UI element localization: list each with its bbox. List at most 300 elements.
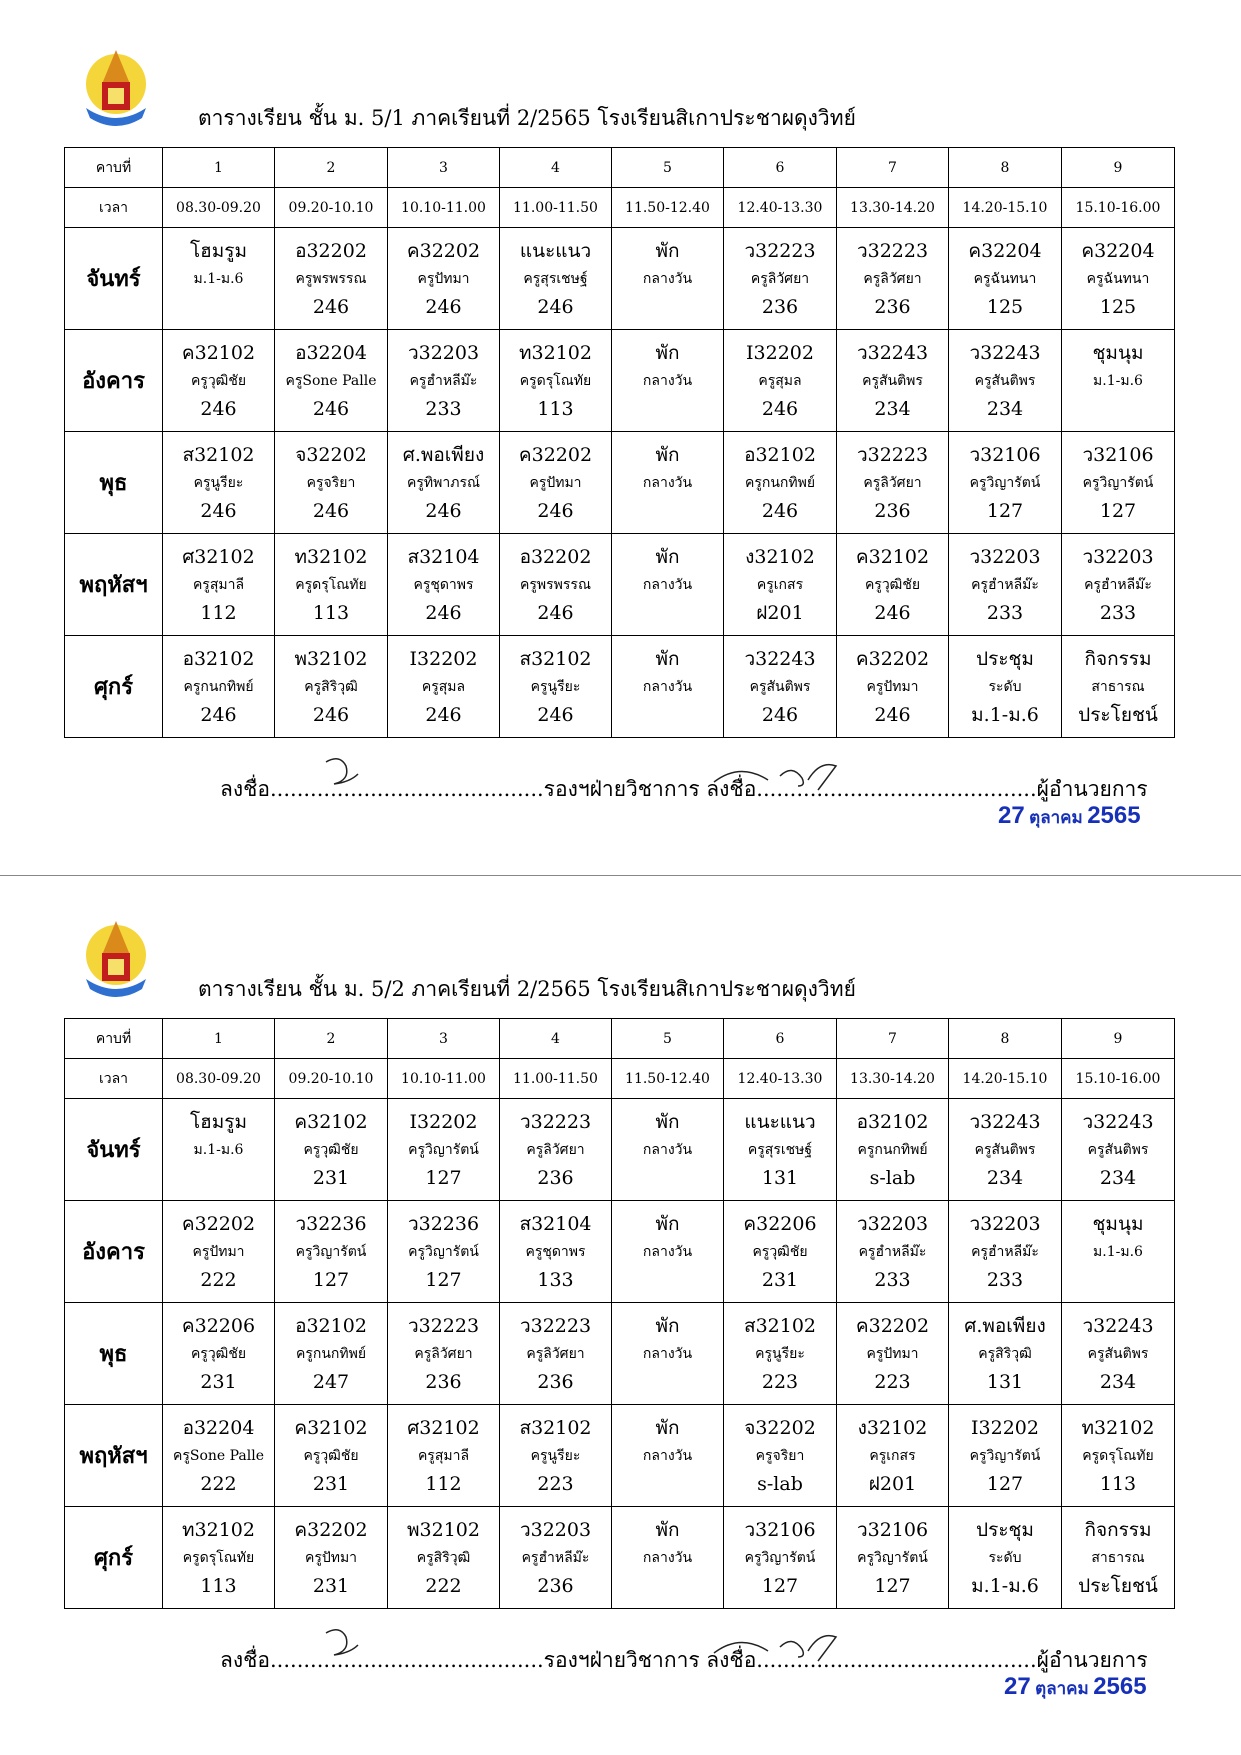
teacher-name: ครูวิญารัตน์ <box>295 1243 367 1260</box>
room-number: ประโยชน์ <box>1078 703 1158 726</box>
teacher-name: ครูทิพาภรณ์ <box>407 474 480 491</box>
teacher-name: ครูสันติพร <box>862 372 923 389</box>
subject-code: แนะแนว <box>744 1110 816 1133</box>
time-slot: 11.00-11.50 <box>500 1059 612 1099</box>
subject-code: ว32243 <box>969 1110 1041 1133</box>
time-slot: 09.20-10.10 <box>275 1059 388 1099</box>
room-number: 246 <box>537 703 574 726</box>
subject-code: พัก <box>655 1518 680 1541</box>
room-number: 246 <box>200 703 237 726</box>
teacher-name: ครูเกสร <box>756 576 804 593</box>
time-slot: 13.30-14.20 <box>837 1059 949 1099</box>
time-header-row <box>65 1059 1175 1099</box>
subject-code: จ32202 <box>744 1416 816 1439</box>
room-number: 234 <box>1099 1370 1137 1393</box>
teacher-name: ครูฮำหลีม๊ะ <box>858 1243 927 1260</box>
teacher-name: ม.1-ม.6 <box>1093 372 1143 389</box>
school-logo-icon <box>80 44 152 128</box>
subject-code: พัก <box>655 341 680 364</box>
teacher-name: กลางวัน <box>642 1243 693 1260</box>
period-number: 4 <box>500 148 612 188</box>
time-slot: 10.10-11.00 <box>388 188 500 228</box>
room-number: 127 <box>874 1574 911 1597</box>
date-year: 2565 <box>1093 1673 1147 1700</box>
teacher-name: ครูวุฒิชัย <box>190 372 247 389</box>
room-number: 246 <box>312 499 350 522</box>
subject-code: ว32223 <box>407 1314 480 1337</box>
teacher-name: ครูวิญารัตน์ <box>1082 474 1154 491</box>
class-cell <box>612 1303 724 1405</box>
class-cell <box>612 432 724 534</box>
teacher-name: ครูวิญารัตน์ <box>744 1549 816 1566</box>
room-number: 236 <box>761 295 799 318</box>
class-cell <box>275 432 388 534</box>
class-cell <box>949 1201 1062 1303</box>
teacher-name: ครูปัทมา <box>417 270 470 287</box>
room-number: 246 <box>537 601 574 624</box>
room-number: 113 <box>537 397 574 420</box>
class-cell <box>1062 432 1175 534</box>
subject-code: ค32202 <box>518 443 593 466</box>
room-number <box>612 1470 723 1498</box>
room-number: 127 <box>761 1574 799 1597</box>
subject-code: ค32102 <box>294 1110 368 1133</box>
timetable-body <box>65 1099 1175 1609</box>
class-cell <box>949 432 1062 534</box>
teacher-name: ครูฮำหลีม๊ะ <box>521 1549 590 1566</box>
subject-code: ศ.พอเพียง <box>402 443 485 466</box>
class-cell <box>612 228 724 330</box>
class-cell <box>837 636 949 738</box>
room-number: s-lab <box>757 1472 803 1495</box>
room-number: 246 <box>425 601 462 624</box>
subject-code: ค32102 <box>181 341 256 364</box>
room-number <box>612 395 723 423</box>
room-number: 127 <box>312 1268 350 1291</box>
teacher-name: ครูนูรียะ <box>755 1345 805 1362</box>
subject-code: ว32203 <box>969 545 1041 568</box>
class-cell <box>949 1507 1062 1609</box>
period-number: 7 <box>837 1019 949 1059</box>
room-number <box>1062 1266 1174 1294</box>
subject-code: ว32203 <box>1082 545 1154 568</box>
time-header-label: เวลา <box>65 188 163 228</box>
teacher-name: ครูฮำหลีม๊ะ <box>1084 576 1152 593</box>
room-number: ฝ201 <box>868 1472 917 1495</box>
room-number: 133 <box>537 1268 574 1291</box>
class-cell <box>949 1303 1062 1405</box>
subject-code: ว32106 <box>1082 443 1154 466</box>
room-number: 127 <box>986 1472 1024 1495</box>
day-label: พุธ <box>65 1303 163 1405</box>
teacher-name: สาธารณ <box>1091 678 1145 695</box>
teacher-name: กลางวัน <box>642 1447 693 1464</box>
class-cell <box>275 330 388 432</box>
period-number: 4 <box>500 1019 612 1059</box>
subject-code: ว32203 <box>856 1212 929 1235</box>
teacher-name: ครูวิญารัตน์ <box>408 1243 479 1260</box>
class-cell <box>837 1201 949 1303</box>
class-cell <box>612 1099 724 1201</box>
subject-code: ค32202 <box>181 1212 256 1235</box>
class-cell <box>275 1303 388 1405</box>
subject-code: อ32102 <box>182 647 255 670</box>
room-number: 234 <box>986 1166 1024 1189</box>
room-number: 246 <box>874 601 911 624</box>
room-number: ม.1-ม.6 <box>971 1574 1039 1597</box>
date-month: ตุลาคม <box>1035 1679 1089 1698</box>
subject-code: ว32223 <box>519 1314 592 1337</box>
teacher-name: สาธารณ <box>1091 1549 1145 1566</box>
day-row <box>65 1303 1175 1405</box>
time-slot: 12.40-13.30 <box>724 188 837 228</box>
class-cell <box>500 1507 612 1609</box>
day-row <box>65 1099 1175 1201</box>
room-number <box>612 293 723 321</box>
room-number: 246 <box>200 499 237 522</box>
subject-code: I32202 <box>971 1416 1039 1439</box>
teacher-name: ครูสุมล <box>421 678 466 695</box>
subject-code: ค32202 <box>855 1314 930 1337</box>
day-label: จันทร์ <box>65 1099 163 1201</box>
class-cell <box>1062 1099 1175 1201</box>
class-cell <box>275 1099 388 1201</box>
class-cell <box>163 330 275 432</box>
subject-code: พ32102 <box>407 1518 480 1541</box>
teacher-name: ครูนูรียะ <box>193 474 244 491</box>
teacher-name: ครูวุฒิชัย <box>864 576 921 593</box>
room-number: 246 <box>425 295 462 318</box>
class-cell <box>612 1507 724 1609</box>
teacher-name: ครูกนกทิพย์ <box>183 678 254 695</box>
class-cell <box>163 432 275 534</box>
room-number: 222 <box>200 1268 237 1291</box>
teacher-name: ครูลิวัศยา <box>526 1345 585 1362</box>
subject-code: ว32223 <box>519 1110 592 1133</box>
timetable <box>64 1018 1175 1609</box>
teacher-name: ครูดรุโณทัย <box>182 1549 255 1566</box>
class-cell <box>837 432 949 534</box>
subject-code: ค32202 <box>855 647 930 670</box>
class-cell <box>163 1405 275 1507</box>
teacher-name: กลางวัน <box>642 1345 693 1362</box>
time-slot: 14.20-15.10 <box>949 188 1062 228</box>
period-header-row <box>65 148 1175 188</box>
class-cell <box>388 330 500 432</box>
class-cell <box>724 330 837 432</box>
subject-code: อ32204 <box>295 341 367 364</box>
teacher-name: ครูวุฒิชัย <box>752 1243 808 1260</box>
class-cell <box>837 1507 949 1609</box>
subject-code: ชุมนุม <box>1092 341 1144 364</box>
teacher-name: ครูฮำหลีม๊ะ <box>409 372 478 389</box>
subject-code: ว32203 <box>519 1518 592 1541</box>
room-number: 127 <box>425 1268 462 1291</box>
subject-code: ส32102 <box>519 1416 592 1439</box>
class-cell <box>1062 1201 1175 1303</box>
time-slot: 11.00-11.50 <box>500 188 612 228</box>
subject-code: ศ32102 <box>182 545 255 568</box>
date-day: 27 <box>1004 1673 1031 1700</box>
subject-code: ค32204 <box>1081 239 1155 262</box>
date-month: ตุลาคม <box>1029 808 1083 827</box>
teacher-name: ครูลิวัศยา <box>414 1345 473 1362</box>
class-cell <box>837 1405 949 1507</box>
period-number: 2 <box>275 148 388 188</box>
teacher-name: ครูฮำหลีม๊ะ <box>971 1243 1039 1260</box>
subject-code: อ32102 <box>295 1314 367 1337</box>
class-cell <box>837 534 949 636</box>
day-row <box>65 636 1175 738</box>
subject-code: ท32102 <box>1081 1416 1155 1439</box>
teacher-name: ครูสันติพร <box>974 372 1036 389</box>
class-cell <box>724 1507 837 1609</box>
class-cell <box>388 1507 500 1609</box>
time-slot: 10.10-11.00 <box>388 1059 500 1099</box>
day-label: พุธ <box>65 432 163 534</box>
class-cell <box>388 1303 500 1405</box>
class-cell <box>837 1099 949 1201</box>
class-cell <box>612 1201 724 1303</box>
subject-code: ส32104 <box>407 545 480 568</box>
period-number: 5 <box>612 148 724 188</box>
period-number: 9 <box>1062 148 1175 188</box>
class-cell <box>163 534 275 636</box>
subject-code: ว32243 <box>1082 1110 1154 1133</box>
subject-code: ประชุม <box>976 647 1034 670</box>
subject-code: ว32236 <box>407 1212 480 1235</box>
teacher-name: กลางวัน <box>642 270 693 287</box>
class-cell <box>500 432 612 534</box>
signature-mark-icon <box>320 752 370 792</box>
room-number: 233 <box>986 1268 1024 1291</box>
period-number: 1 <box>163 1019 275 1059</box>
time-slot: 14.20-15.10 <box>949 1059 1062 1099</box>
class-cell <box>500 1201 612 1303</box>
class-cell <box>724 432 837 534</box>
room-number: 125 <box>986 295 1024 318</box>
subject-code: ว32203 <box>407 341 480 364</box>
signature-line: ลงชื่อ.........................................รองฯฝ่ายวิชาการ ลงชื่อ..........................................ผู้อำนวยการ <box>220 777 1148 801</box>
class-cell <box>1062 636 1175 738</box>
room-number: 246 <box>761 397 799 420</box>
room-number: 112 <box>425 1472 462 1495</box>
period-number: 8 <box>949 148 1062 188</box>
room-number: 234 <box>986 397 1024 420</box>
class-cell <box>388 1405 500 1507</box>
subject-code: I32202 <box>409 647 478 670</box>
teacher-name: ครูกนกทิพย์ <box>857 1141 928 1158</box>
class-cell <box>837 228 949 330</box>
subject-code: แนะแนว <box>519 239 592 262</box>
room-number <box>163 1164 274 1192</box>
subject-code: ท32102 <box>519 341 592 364</box>
subject-code: พัก <box>655 1212 680 1235</box>
teacher-name: ครูลิวัศยา <box>526 1141 585 1158</box>
class-cell <box>949 636 1062 738</box>
room-number: 236 <box>874 295 911 318</box>
signature-mark-icon <box>320 1623 370 1663</box>
teacher-name: ครูจริยา <box>306 474 356 491</box>
class-cell <box>724 1405 837 1507</box>
teacher-name: ม.1-ม.6 <box>193 1141 244 1158</box>
period-number: 2 <box>275 1019 388 1059</box>
period-number: 3 <box>388 148 500 188</box>
subject-code: กิจกรรม <box>1084 1518 1152 1541</box>
room-number: 113 <box>312 601 350 624</box>
class-cell <box>612 1405 724 1507</box>
class-cell <box>724 534 837 636</box>
subject-code: ศ32102 <box>407 1416 480 1439</box>
teacher-name: ครูฉันทนา <box>973 270 1037 287</box>
room-number <box>612 599 723 627</box>
room-number: 246 <box>312 295 350 318</box>
subject-code: ว32203 <box>969 1212 1041 1235</box>
class-cell <box>163 1507 275 1609</box>
subject-code: ง32102 <box>857 1416 928 1439</box>
subject-code: อ32102 <box>856 1110 929 1133</box>
subject-code: ค32206 <box>181 1314 256 1337</box>
day-row <box>65 330 1175 432</box>
class-cell <box>837 1303 949 1405</box>
teacher-name: ครูนูรียะ <box>530 678 581 695</box>
class-cell <box>388 432 500 534</box>
date-stamp <box>998 802 1141 831</box>
room-number: 236 <box>425 1370 462 1393</box>
teacher-name: ครูSone Palle <box>285 372 377 389</box>
teacher-name: ครูชุดาพร <box>413 576 474 593</box>
subject-code: ว32106 <box>969 443 1041 466</box>
class-cell <box>275 228 388 330</box>
teacher-name: ครูดรุโณทัย <box>1082 1447 1154 1464</box>
time-slot: 12.40-13.30 <box>724 1059 837 1099</box>
teacher-name: ระดับ <box>988 1549 1022 1566</box>
room-number: 231 <box>761 1268 799 1291</box>
class-cell <box>163 1201 275 1303</box>
teacher-name: ระดับ <box>988 678 1022 695</box>
teacher-name: ครูสันติพร <box>749 678 811 695</box>
day-row <box>65 534 1175 636</box>
room-number: 131 <box>986 1370 1024 1393</box>
subject-code: พัก <box>655 545 680 568</box>
teacher-name: ครูวิญารัตน์ <box>408 1141 479 1158</box>
teacher-name: ครูวุฒิชัย <box>303 1141 359 1158</box>
subject-code: โฮมรูม <box>189 1110 248 1133</box>
date-year: 2565 <box>1087 802 1141 829</box>
teacher-name: ครูลิวัศยา <box>863 474 922 491</box>
subject-code: ง32102 <box>745 545 815 568</box>
time-slot: 09.20-10.10 <box>275 188 388 228</box>
period-number: 1 <box>163 148 275 188</box>
room-number: 222 <box>425 1574 462 1597</box>
room-number <box>612 701 723 729</box>
class-cell <box>949 330 1062 432</box>
subject-code: ค32202 <box>406 239 481 262</box>
room-number: 223 <box>874 1370 911 1393</box>
teacher-name: ครูสุรเชษฐ์ <box>747 1141 813 1158</box>
class-cell <box>1062 228 1175 330</box>
room-number: 234 <box>1099 1166 1137 1189</box>
subject-code: ชุมนุม <box>1092 1212 1144 1235</box>
class-cell <box>163 228 275 330</box>
class-cell <box>837 330 949 432</box>
teacher-name: ครูสุมาลี <box>192 576 245 593</box>
subject-code: ว32236 <box>295 1212 367 1235</box>
subject-code: โฮมรูม <box>189 239 248 262</box>
class-cell <box>724 1099 837 1201</box>
teacher-name: ครูปัทมา <box>192 1243 245 1260</box>
subject-code: ส32102 <box>743 1314 817 1337</box>
room-number: 246 <box>312 703 350 726</box>
room-number <box>612 1368 723 1396</box>
day-row <box>65 1507 1175 1609</box>
signature-line: ลงชื่อ.........................................รองฯฝ่ายวิชาการ ลงชื่อ..........................................ผู้อำนวยการ <box>220 1648 1148 1672</box>
room-number: 127 <box>1099 499 1137 522</box>
teacher-name: ครูดรุโณทัย <box>519 372 592 389</box>
class-cell <box>388 1099 500 1201</box>
class-cell <box>724 636 837 738</box>
teacher-name: ครูสันติพร <box>1087 1345 1149 1362</box>
subject-code: ว32223 <box>856 239 929 262</box>
subject-code: อ32202 <box>519 545 592 568</box>
room-number: 247 <box>312 1370 350 1393</box>
class-cell <box>500 1405 612 1507</box>
room-number <box>1062 395 1174 423</box>
page-title: ตารางเรียน ชั้น ม. 5/1 ภาคเรียนที่ 2/2565 โรงเรียนสิเกาประชาผดุงวิทย์ <box>198 106 856 130</box>
class-cell <box>1062 1507 1175 1609</box>
period-number: 6 <box>724 148 837 188</box>
class-cell <box>275 636 388 738</box>
period-number: 6 <box>724 1019 837 1059</box>
class-cell <box>388 228 500 330</box>
room-number: 246 <box>425 703 462 726</box>
day-label: พฤหัสฯ <box>65 1405 163 1507</box>
teacher-name: ครูสันติพร <box>1087 1141 1149 1158</box>
period-header-label: คาบที่ <box>65 1019 163 1059</box>
room-number: ม.1-ม.6 <box>971 703 1039 726</box>
room-number: 223 <box>761 1370 799 1393</box>
subject-code: ว32243 <box>1082 1314 1154 1337</box>
teacher-name: กลางวัน <box>642 474 693 491</box>
teacher-name: ครูชุดาพร <box>525 1243 586 1260</box>
teacher-name: ครูนูรียะ <box>530 1447 581 1464</box>
subject-code: ท32102 <box>182 1518 255 1541</box>
class-cell <box>949 1405 1062 1507</box>
class-cell <box>1062 1303 1175 1405</box>
class-cell <box>275 1405 388 1507</box>
class-cell <box>949 534 1062 636</box>
subject-code: พัก <box>655 1416 680 1439</box>
class-cell <box>724 1201 837 1303</box>
page-title: ตารางเรียน ชั้น ม. 5/2 ภาคเรียนที่ 2/2565 โรงเรียนสิเกาประชาผดุงวิทย์ <box>198 977 856 1001</box>
teacher-name: ม.1-ม.6 <box>1093 1243 1143 1260</box>
time-slot: 11.50-12.40 <box>612 188 724 228</box>
time-slot: 08.30-09.20 <box>163 1059 275 1099</box>
class-cell <box>275 534 388 636</box>
subject-code: I32202 <box>746 341 814 364</box>
room-number: 112 <box>200 601 237 624</box>
teacher-name: ครูฮำหลีม๊ะ <box>971 576 1039 593</box>
subject-code: ว32243 <box>856 341 929 364</box>
teacher-name: ครูพรพรรณ <box>295 270 367 287</box>
teacher-name: ครูพรพรรณ <box>520 576 591 593</box>
period-number: 3 <box>388 1019 500 1059</box>
page-divider <box>0 875 1241 876</box>
teacher-name: ครูสุมาลี <box>417 1447 470 1464</box>
room-number: ประโยชน์ <box>1078 1574 1158 1597</box>
class-cell <box>724 1303 837 1405</box>
room-number <box>612 1266 723 1294</box>
